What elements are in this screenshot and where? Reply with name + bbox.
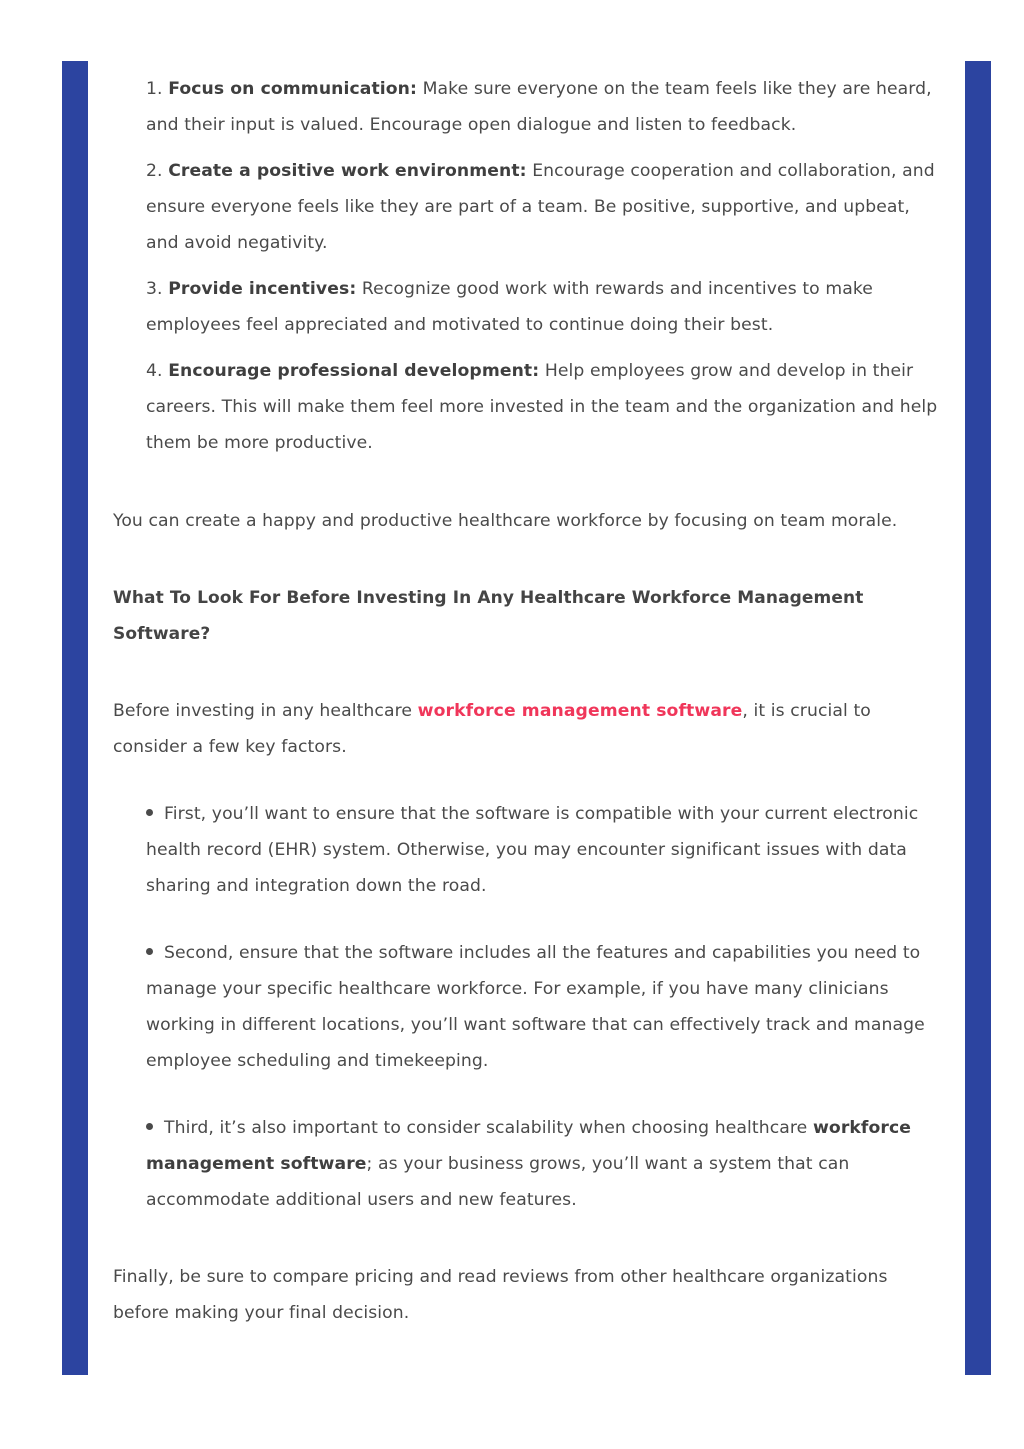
bullet-list-item	[146, 796, 948, 904]
numbered-list-item	[146, 153, 948, 261]
bullet-bold-term: workforce management software	[146, 1118, 912, 1174]
list-item-text: Make sure everyone on the team feels like they are heard, and their input is valued. Encourage open dialogue and listen to feedback.	[146, 79, 932, 135]
list-number: 1.	[146, 79, 163, 99]
bullet-list-item	[146, 1110, 948, 1218]
workforce-management-software-link[interactable]: workforce management software	[417, 701, 743, 721]
bullet-text-after: ; as your business grows, you’ll want a system that can accommodate additional users and new features.	[146, 1154, 850, 1210]
section-heading: What To Look For Before Investing In Any Healthcare Workforce Management Software?	[113, 588, 864, 644]
list-item-title: Focus on communication:	[168, 79, 417, 99]
bullet-dot-icon	[146, 1123, 153, 1130]
list-number: 4.	[146, 361, 163, 381]
right-side-bar	[965, 61, 991, 1375]
bullet-text-before: Third, it’s also important to consider scalability when choosing healthcare	[164, 1118, 813, 1138]
intro-text-after: , it is crucial to consider a few key factors.	[113, 701, 871, 757]
closing-paragraph: Finally, be sure to compare pricing and read reviews from other healthcare organizations before making your final decision.	[113, 1267, 888, 1323]
list-item-text: Help employees grow and develop in their careers. This will make them feel more invested in the team and the organization and help them be more productive.	[146, 361, 938, 453]
bullet-dot-icon	[146, 948, 153, 955]
numbered-list-item	[146, 353, 948, 461]
list-item-title: Provide incentives:	[168, 279, 357, 299]
list-item-text: Encourage cooperation and collaboration, and ensure everyone feels like they are part of a team. Be positive, supportive, and upbeat, and avoid negativity.	[146, 161, 935, 253]
intro-text-before: Before investing in any healthcare	[113, 701, 418, 721]
numbered-list-item	[146, 71, 948, 143]
left-side-bar	[62, 61, 88, 1375]
list-item-text: Recognize good work with rewards and incentives to make employees feel appreciated and motivated to continue doing their best.	[146, 279, 873, 335]
intro-paragraph	[113, 693, 948, 765]
bullet-dot-icon	[146, 809, 153, 816]
list-number: 3.	[146, 279, 163, 299]
list-number: 2.	[146, 161, 163, 181]
bullet-list-item	[146, 935, 948, 1079]
bullet-text: First, you’ll want to ensure that the software is compatible with your current electronic health record (EHR) system. Otherwise, you may encounter significant issues with data sharing and integration down the road.	[146, 804, 919, 896]
bullet-text: Second, ensure that the software includes all the features and capabilities you need to manage your specific healthcare workforce. For example, if you have many clinicians working in different locations, you’ll want software that can effectively track and manage employee scheduling and timekeeping.	[146, 943, 925, 1071]
morale-paragraph: You can create a happy and productive healthcare workforce by focusing on team morale.	[113, 511, 898, 531]
list-item-title: Create a positive work environment:	[168, 161, 527, 181]
numbered-list-item	[146, 271, 948, 343]
list-item-title: Encourage professional development:	[168, 361, 540, 381]
article-content	[113, 71, 948, 1331]
